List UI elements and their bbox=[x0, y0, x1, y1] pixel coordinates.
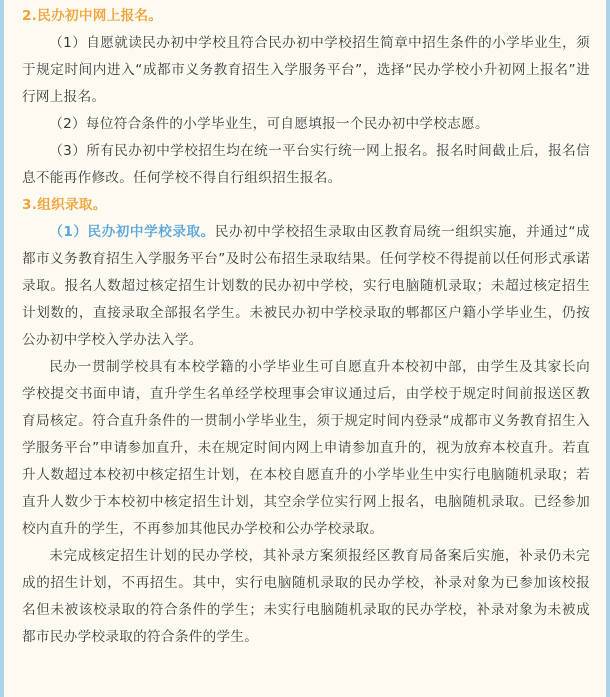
paragraph-direct-promotion: 民办一贯制学校具有本校学籍的小学毕业生可自愿直升本校初中部，由学生及其家长向学校提交书面申请，直升学生名单经学校理事会审议通过后，由学校于规定时间前报送区教育局核定。符合直升条件的一贯制小学毕业生，须于规定时间内登录“成都市义务教育招生入学服务平台”申请参加直升，未在规定时间内网上申请参加直升的，视为放弃本校直升。若直升人数超过本校初中核定招生计划，在本校自愿直升的小学毕业生中实行电脑随机录取；若直升人数少于本校初中核定招生计划，其空余学位实行网上报名，电脑随机录取。已经参加校内直升的学生，不再参加其他民办学校和公办学校录取。 bbox=[22, 359, 590, 537]
paragraph-supplementary-admission: 未完成核定招生计划的民办学校，其补录方案须报经区教育局备案后实施，补录仍未完成的招生计划，不再招生。其中，实行电脑随机录取的民办学校，补录对象为已参加该校报名但未被该校录取的符合条件的学生；未实行电脑随机录取的民办学校，补录对象为未被成都市民办学校录取的符合条件的学生。 bbox=[22, 548, 590, 645]
subheading-private-admission: （1）民办初中学校录取。 bbox=[49, 224, 215, 240]
paragraph-private-admission-text: 民办初中学校招生录取由区教育局统一组织实施，并通过“成都市义务教育招生入学服务平台”及时公布招生录取结果。任何学校不得提前以任何形式承诺录取。报名人数超过核定招生计划数的民办初中学校，实行电脑随机录取；未超过核定招生计划数的，直接录取全部报名学生。未被民办初中学校录取的郫都区户籍小学毕业生，仍按公办初中学校入学办法入学。 bbox=[22, 224, 591, 348]
section-heading-admission: 3.组织录取。 bbox=[22, 197, 107, 213]
paragraph-private-admission bbox=[22, 219, 590, 354]
paragraph-one-choice: （2）每位符合条件的小学毕业生，可自愿填报一个民办初中学校志愿。 bbox=[49, 116, 489, 132]
paragraph-unified-platform: （3）所有民办初中学校招生均在统一平台实行统一网上报名。报名时间截止后，报名信息不能再作修改。任何学校不得自行组织招生报名。 bbox=[22, 143, 590, 186]
section-heading-online-registration: 2.民办初中网上报名。 bbox=[22, 8, 163, 24]
article-body bbox=[22, 3, 590, 651]
paragraph-registration-eligibility: （1）自愿就读民办初中学校且符合民办初中学校招生简章中招生条件的小学毕业生，须于规定时间内进入“成都市义务教育招生入学服务平台”，选择“民办学校小升初网上报名”进行网上报名。 bbox=[22, 35, 590, 105]
